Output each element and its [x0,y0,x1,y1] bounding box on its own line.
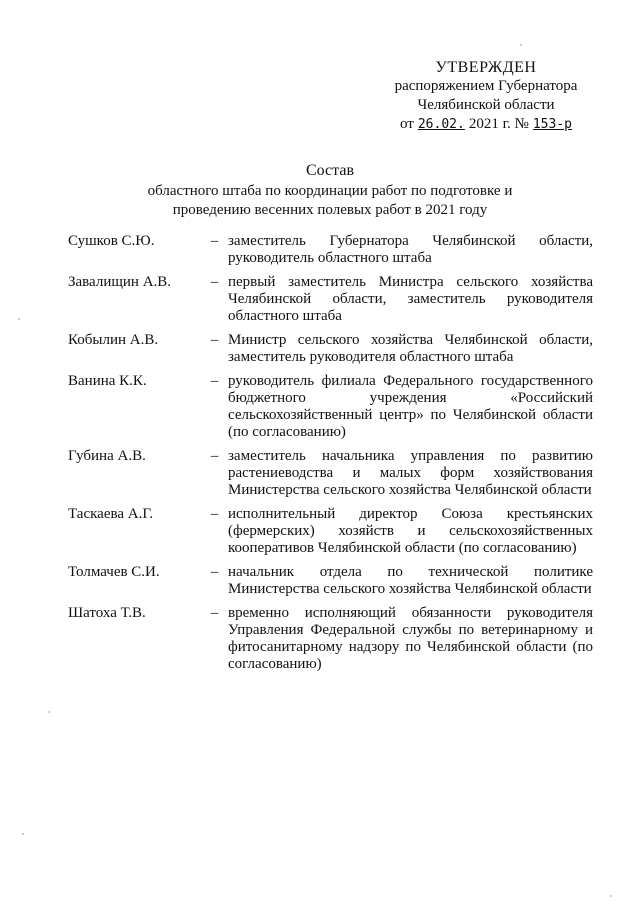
document-title [60,161,600,220]
member-dash: – [210,332,219,348]
scan-speck [22,833,24,835]
member-dash: – [210,448,219,464]
handwritten-number: 153-р [532,117,572,132]
approval-date-line [380,115,592,134]
member-name: Сушков С.Ю. [68,233,155,249]
member-name: Завалищин А.В. [68,274,172,290]
member-name: Кобылин А.В. [68,332,159,348]
member-name: Губина А.В. [68,448,146,464]
member-role: заместитель Губернатора Челябинской области, руководитель областного штаба [228,233,593,266]
member-role: временно исполняющий обязанности руководителя Управления Федеральной службы по ветеринарному и фитосанитарному надзору по Челябинской области (по согласованию) [228,605,593,672]
member-name: Ванина К.К. [68,373,147,389]
approval-heading: УТВЕРЖДЕН [435,59,537,76]
members-list [68,233,593,680]
title-line-1: областного штаба по координации работ по подготовке и [147,183,513,199]
member-dash: – [210,605,219,621]
member-role: Министр сельского хозяйства Челябинской области, заместитель руководителя областного штаба [228,332,593,365]
member-dash: – [210,274,219,290]
member-row [68,564,593,598]
member-role: руководитель филиала Федерального государственного бюджетного учреждения «Российский сельскохозяйственный центр» по Челябинской области (по согласованию) [228,373,593,440]
member-row [68,373,593,441]
member-name: Шатоха Т.В. [68,605,146,621]
member-dash: – [210,506,219,522]
member-row [68,332,593,366]
member-row [68,605,593,673]
member-name: Толмачев С.И. [68,564,160,580]
member-row [68,233,593,267]
scan-speck [48,711,50,713]
member-role: исполнительный директор Союза крестьянских (фермерских) хозяйств и сельскохозяйственных кооперативов Челябинской области (по согласованию) [228,506,593,556]
year-number-label: 2021 г. № [468,116,529,132]
member-dash: – [210,233,219,249]
member-row [68,274,593,325]
scan-speck [520,44,522,46]
scan-speck [18,318,20,320]
member-row [68,506,593,557]
member-row [68,448,593,499]
member-dash: – [210,564,219,580]
title-line-2: проведению весенних полевых работ в 2021 году [172,202,488,218]
member-role: первый заместитель Министра сельского хозяйства Челябинской области, заместитель руководителя областного штаба [228,274,593,324]
member-role: заместитель начальника управления по развитию растениеводства и малых форм хозяйствования Министерства сельского хозяйства Челябинской области [228,448,593,498]
approval-block [380,58,592,134]
approval-line-1: распоряжением Губернатора [394,78,578,94]
scan-speck [610,895,612,897]
date-prefix: от [400,116,414,132]
member-role: начальник отдела по технической политике Министерства сельского хозяйства Челябинской области [228,564,593,597]
member-dash: – [210,373,219,389]
handwritten-date: 26.02. [417,117,465,132]
member-name: Таскаева А.Г. [68,506,154,522]
title-main: Состав [305,162,354,179]
approval-line-2: Челябинской области [417,97,555,113]
